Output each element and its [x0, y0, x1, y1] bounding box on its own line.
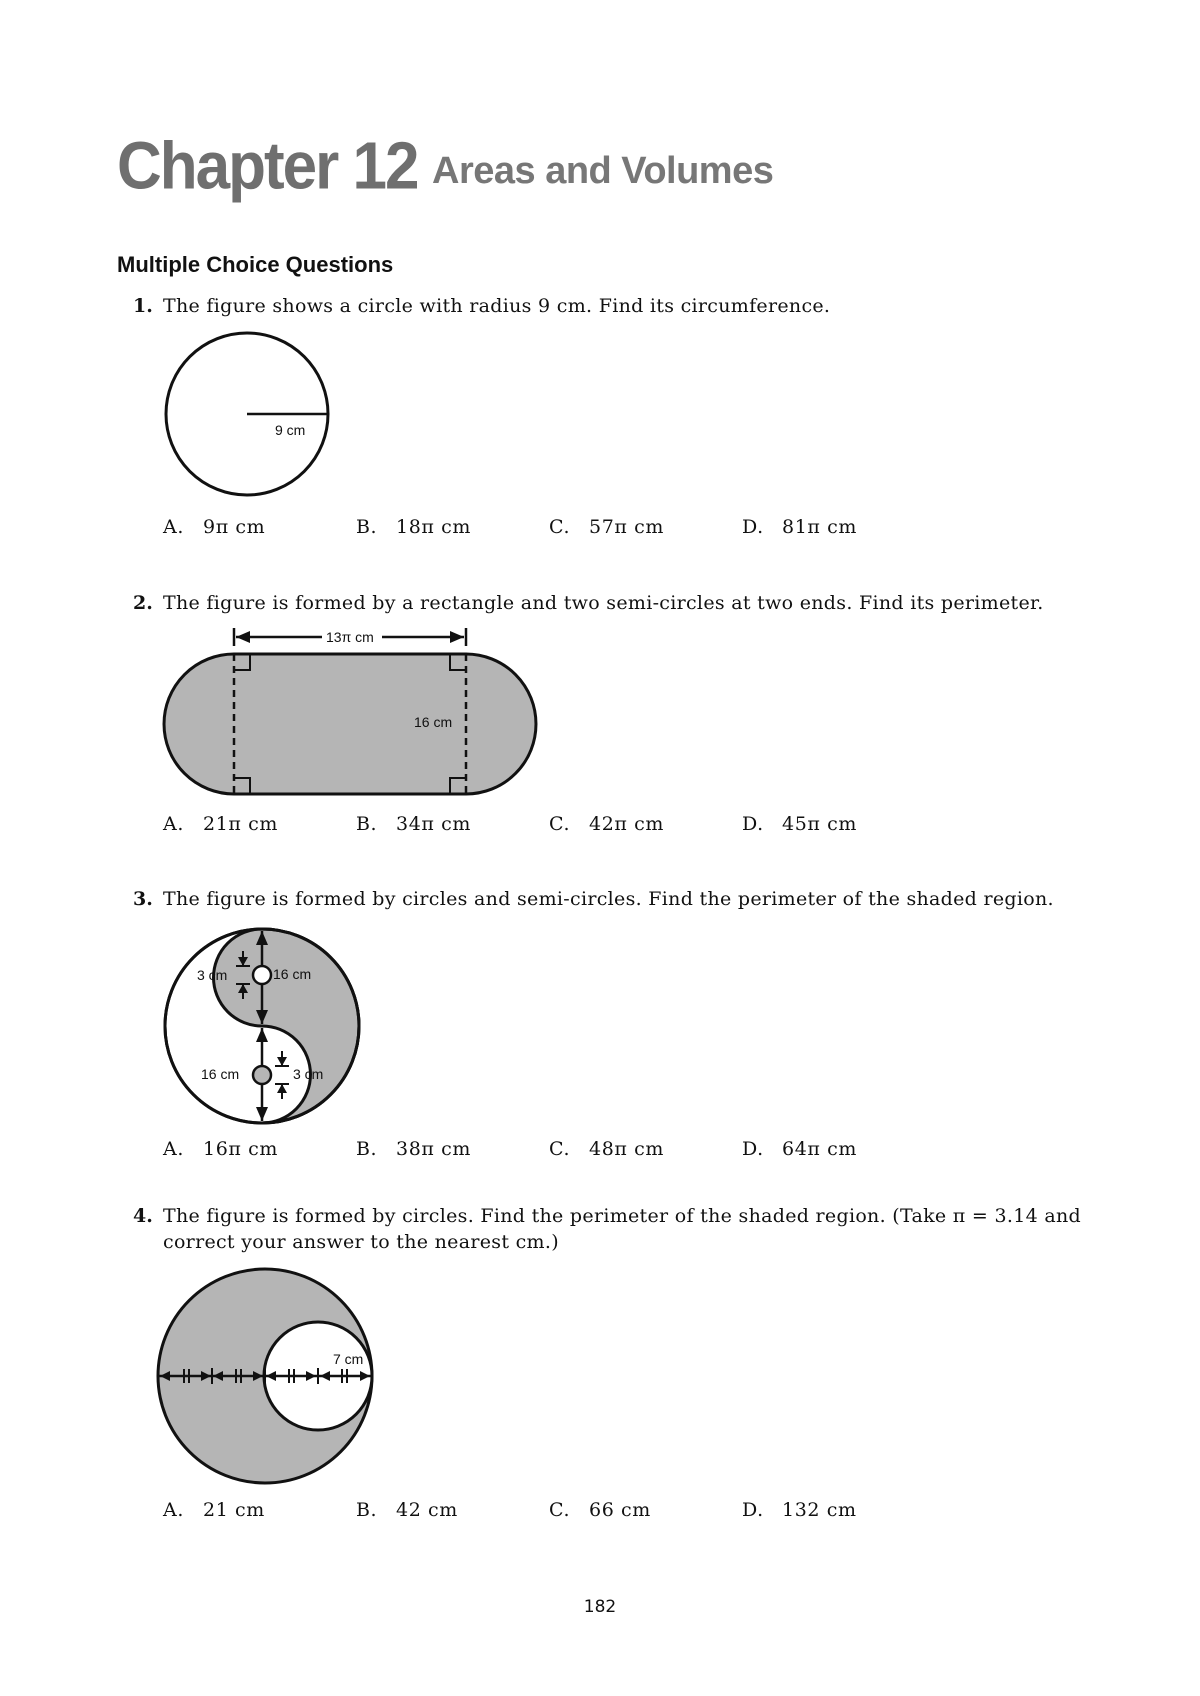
option-value: 48π cm	[589, 1138, 664, 1160]
chapter-title: Areas and Volumes	[432, 150, 774, 192]
question-3-figure	[150, 915, 370, 1130]
option-label: D.	[742, 813, 764, 835]
option-label: A.	[163, 1499, 184, 1521]
small-white-circle	[253, 966, 271, 984]
lower-diameter-label: 16 cm	[201, 1066, 240, 1082]
q3-option-a[interactable]	[163, 1138, 278, 1160]
q1-option-c[interactable]	[549, 516, 664, 538]
upper-small-label: 3 cm	[197, 967, 228, 983]
question-4-text-line2: correct your answer to the nearest cm.)	[163, 1231, 559, 1253]
option-value: 42π cm	[589, 813, 664, 835]
option-value: 21π cm	[203, 813, 278, 835]
option-value: 132 cm	[782, 1499, 857, 1521]
height-label: 16 cm	[414, 714, 453, 730]
option-label: A.	[163, 1138, 184, 1160]
page-number: 182	[583, 1597, 617, 1617]
option-value: 64π cm	[782, 1138, 857, 1160]
q2-option-d[interactable]	[742, 813, 857, 835]
question-1-text: The figure shows a circle with radius 9 cm. Find its circumference.	[163, 295, 831, 317]
option-label: D.	[742, 1499, 764, 1521]
arrow-head	[450, 631, 464, 643]
option-value: 21 cm	[203, 1499, 265, 1521]
option-value: 38π cm	[396, 1138, 471, 1160]
stadium-shape	[164, 654, 536, 794]
option-label: C.	[549, 813, 571, 835]
option-label: C.	[549, 516, 571, 538]
q2-option-c[interactable]	[549, 813, 664, 835]
option-value: 81π cm	[782, 516, 857, 538]
q3-option-d[interactable]	[742, 1138, 857, 1160]
question-4-number: 4.	[133, 1205, 153, 1227]
option-label: B.	[356, 1138, 378, 1160]
question-3-text: The figure is formed by circles and semi-circles. Find the perimeter of the shaded region.	[163, 888, 1054, 910]
option-label: A.	[163, 516, 184, 538]
option-label: B.	[356, 516, 378, 538]
segment-label: 7 cm	[333, 1351, 364, 1367]
option-value: 16π cm	[203, 1138, 278, 1160]
chapter-number: Chapter 12	[117, 129, 418, 204]
q2-option-b[interactable]	[356, 813, 471, 835]
option-value: 45π cm	[782, 813, 857, 835]
option-label: B.	[356, 1499, 378, 1521]
question-1-number: 1.	[133, 295, 153, 317]
question-3-number: 3.	[133, 888, 153, 910]
q3-option-c[interactable]	[549, 1138, 664, 1160]
q1-option-a[interactable]	[163, 516, 265, 538]
option-value: 57π cm	[589, 516, 664, 538]
q4-option-a[interactable]	[163, 1499, 265, 1521]
question-1-figure	[150, 325, 350, 505]
lower-small-label: 3 cm	[293, 1066, 324, 1082]
q1-option-b[interactable]	[356, 516, 471, 538]
q2-option-a[interactable]	[163, 813, 278, 835]
section-title: Multiple Choice Questions	[117, 252, 394, 277]
option-label: C.	[549, 1499, 571, 1521]
question-2-number: 2.	[133, 592, 153, 614]
q4-option-b[interactable]	[356, 1499, 458, 1521]
question-4-figure	[150, 1265, 390, 1490]
option-label: D.	[742, 1138, 764, 1160]
arrow-head	[236, 631, 250, 643]
option-label: D.	[742, 516, 764, 538]
question-2-text: The figure is formed by a rectangle and two semi-circles at two ends. Find its perimeter.	[163, 592, 1044, 614]
length-label: 13π cm	[326, 629, 374, 645]
radius-label: 9 cm	[275, 422, 306, 438]
upper-diameter-label: 16 cm	[273, 966, 312, 982]
option-value: 34π cm	[396, 813, 471, 835]
option-label: B.	[356, 813, 378, 835]
option-label: C.	[549, 1138, 571, 1160]
question-2-figure	[150, 620, 540, 800]
question-4-text-line1: The figure is formed by circles. Find the perimeter of the shaded region. (Take π = 3.14 and	[163, 1205, 1081, 1227]
q4-option-c[interactable]	[549, 1499, 651, 1521]
option-value: 66 cm	[589, 1499, 651, 1521]
q4-option-d[interactable]	[742, 1499, 857, 1521]
option-value: 42 cm	[396, 1499, 458, 1521]
option-value: 18π cm	[396, 516, 471, 538]
q1-option-d[interactable]	[742, 516, 857, 538]
q3-option-b[interactable]	[356, 1138, 471, 1160]
option-value: 9π cm	[203, 516, 266, 538]
option-label: A.	[163, 813, 184, 835]
small-shaded-circle	[253, 1066, 271, 1084]
